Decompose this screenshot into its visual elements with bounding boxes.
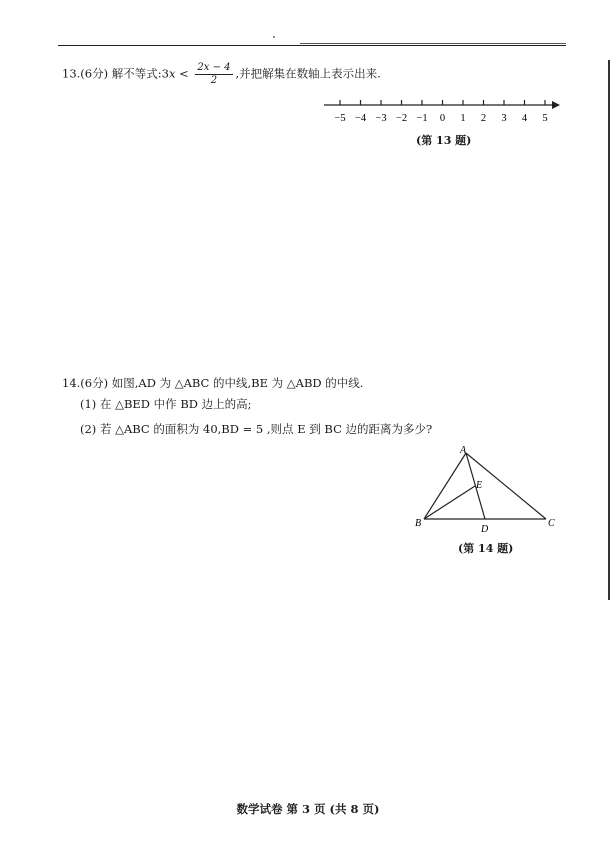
number-line-tick-label: −1: [416, 113, 428, 124]
number-line: [320, 95, 560, 129]
scan-speck: [273, 36, 275, 38]
q13-var-x: x: [168, 66, 176, 81]
label-d: D: [481, 524, 489, 535]
segment-ab: [424, 453, 466, 519]
header-rule: [58, 45, 566, 46]
question-14-part-1: (1) 在 △BED 中作 BD 边上的高;: [80, 397, 252, 411]
number-line-tick-label: −4: [354, 113, 367, 124]
question-13: [62, 62, 381, 87]
header-rule-thin: [300, 43, 566, 44]
label-a: A: [460, 445, 467, 456]
number-line-tick-label: 0: [439, 113, 446, 124]
label-b: B: [415, 518, 422, 529]
q13-caption: (第 13 题): [416, 134, 472, 147]
q13-prefix: 13.(6分) 解不等式:3: [62, 66, 169, 81]
number-line-tick-label: 2: [480, 113, 487, 124]
q13-fraction-numerator: 2x − 4: [197, 62, 231, 73]
number-line-tick-label: 3: [501, 113, 507, 124]
q13-fraction: [195, 62, 232, 87]
number-line-arrow: [552, 101, 560, 109]
number-line-tick-label: −3: [375, 113, 387, 124]
q14-caption: (第 14 题): [458, 542, 514, 555]
segment-be: [424, 486, 475, 519]
number-line-tick-label: 1: [460, 113, 466, 124]
number-line-ticks: [334, 100, 547, 124]
number-line-tick-label: 4: [521, 113, 528, 124]
label-e: E: [476, 480, 483, 491]
page-edge-line: [608, 60, 610, 600]
page-footer: 数学试卷 第 3 页 (共 8 页): [236, 802, 380, 816]
question-14-stem: 14.(6分) 如图,AD 为 △ABC 的中线,BE 为 △ABD 的中线.: [62, 376, 364, 390]
q13-fraction-denominator: 2: [210, 75, 218, 86]
q13-less-than: <: [175, 66, 193, 81]
label-c: C: [548, 518, 555, 529]
number-line-tick-label: −5: [334, 113, 346, 124]
triangle-figure: [412, 441, 562, 537]
question-14-part-2: (2) 若 △ABC 的面积为 40,BD = 5 ,则点 E 到 BC 边的距离为多少?: [80, 422, 433, 436]
number-line-tick-label: −2: [395, 113, 408, 124]
q13-suffix: ,并把解集在数轴上表示出来.: [235, 66, 381, 81]
number-line-tick-label: 5: [542, 113, 548, 124]
